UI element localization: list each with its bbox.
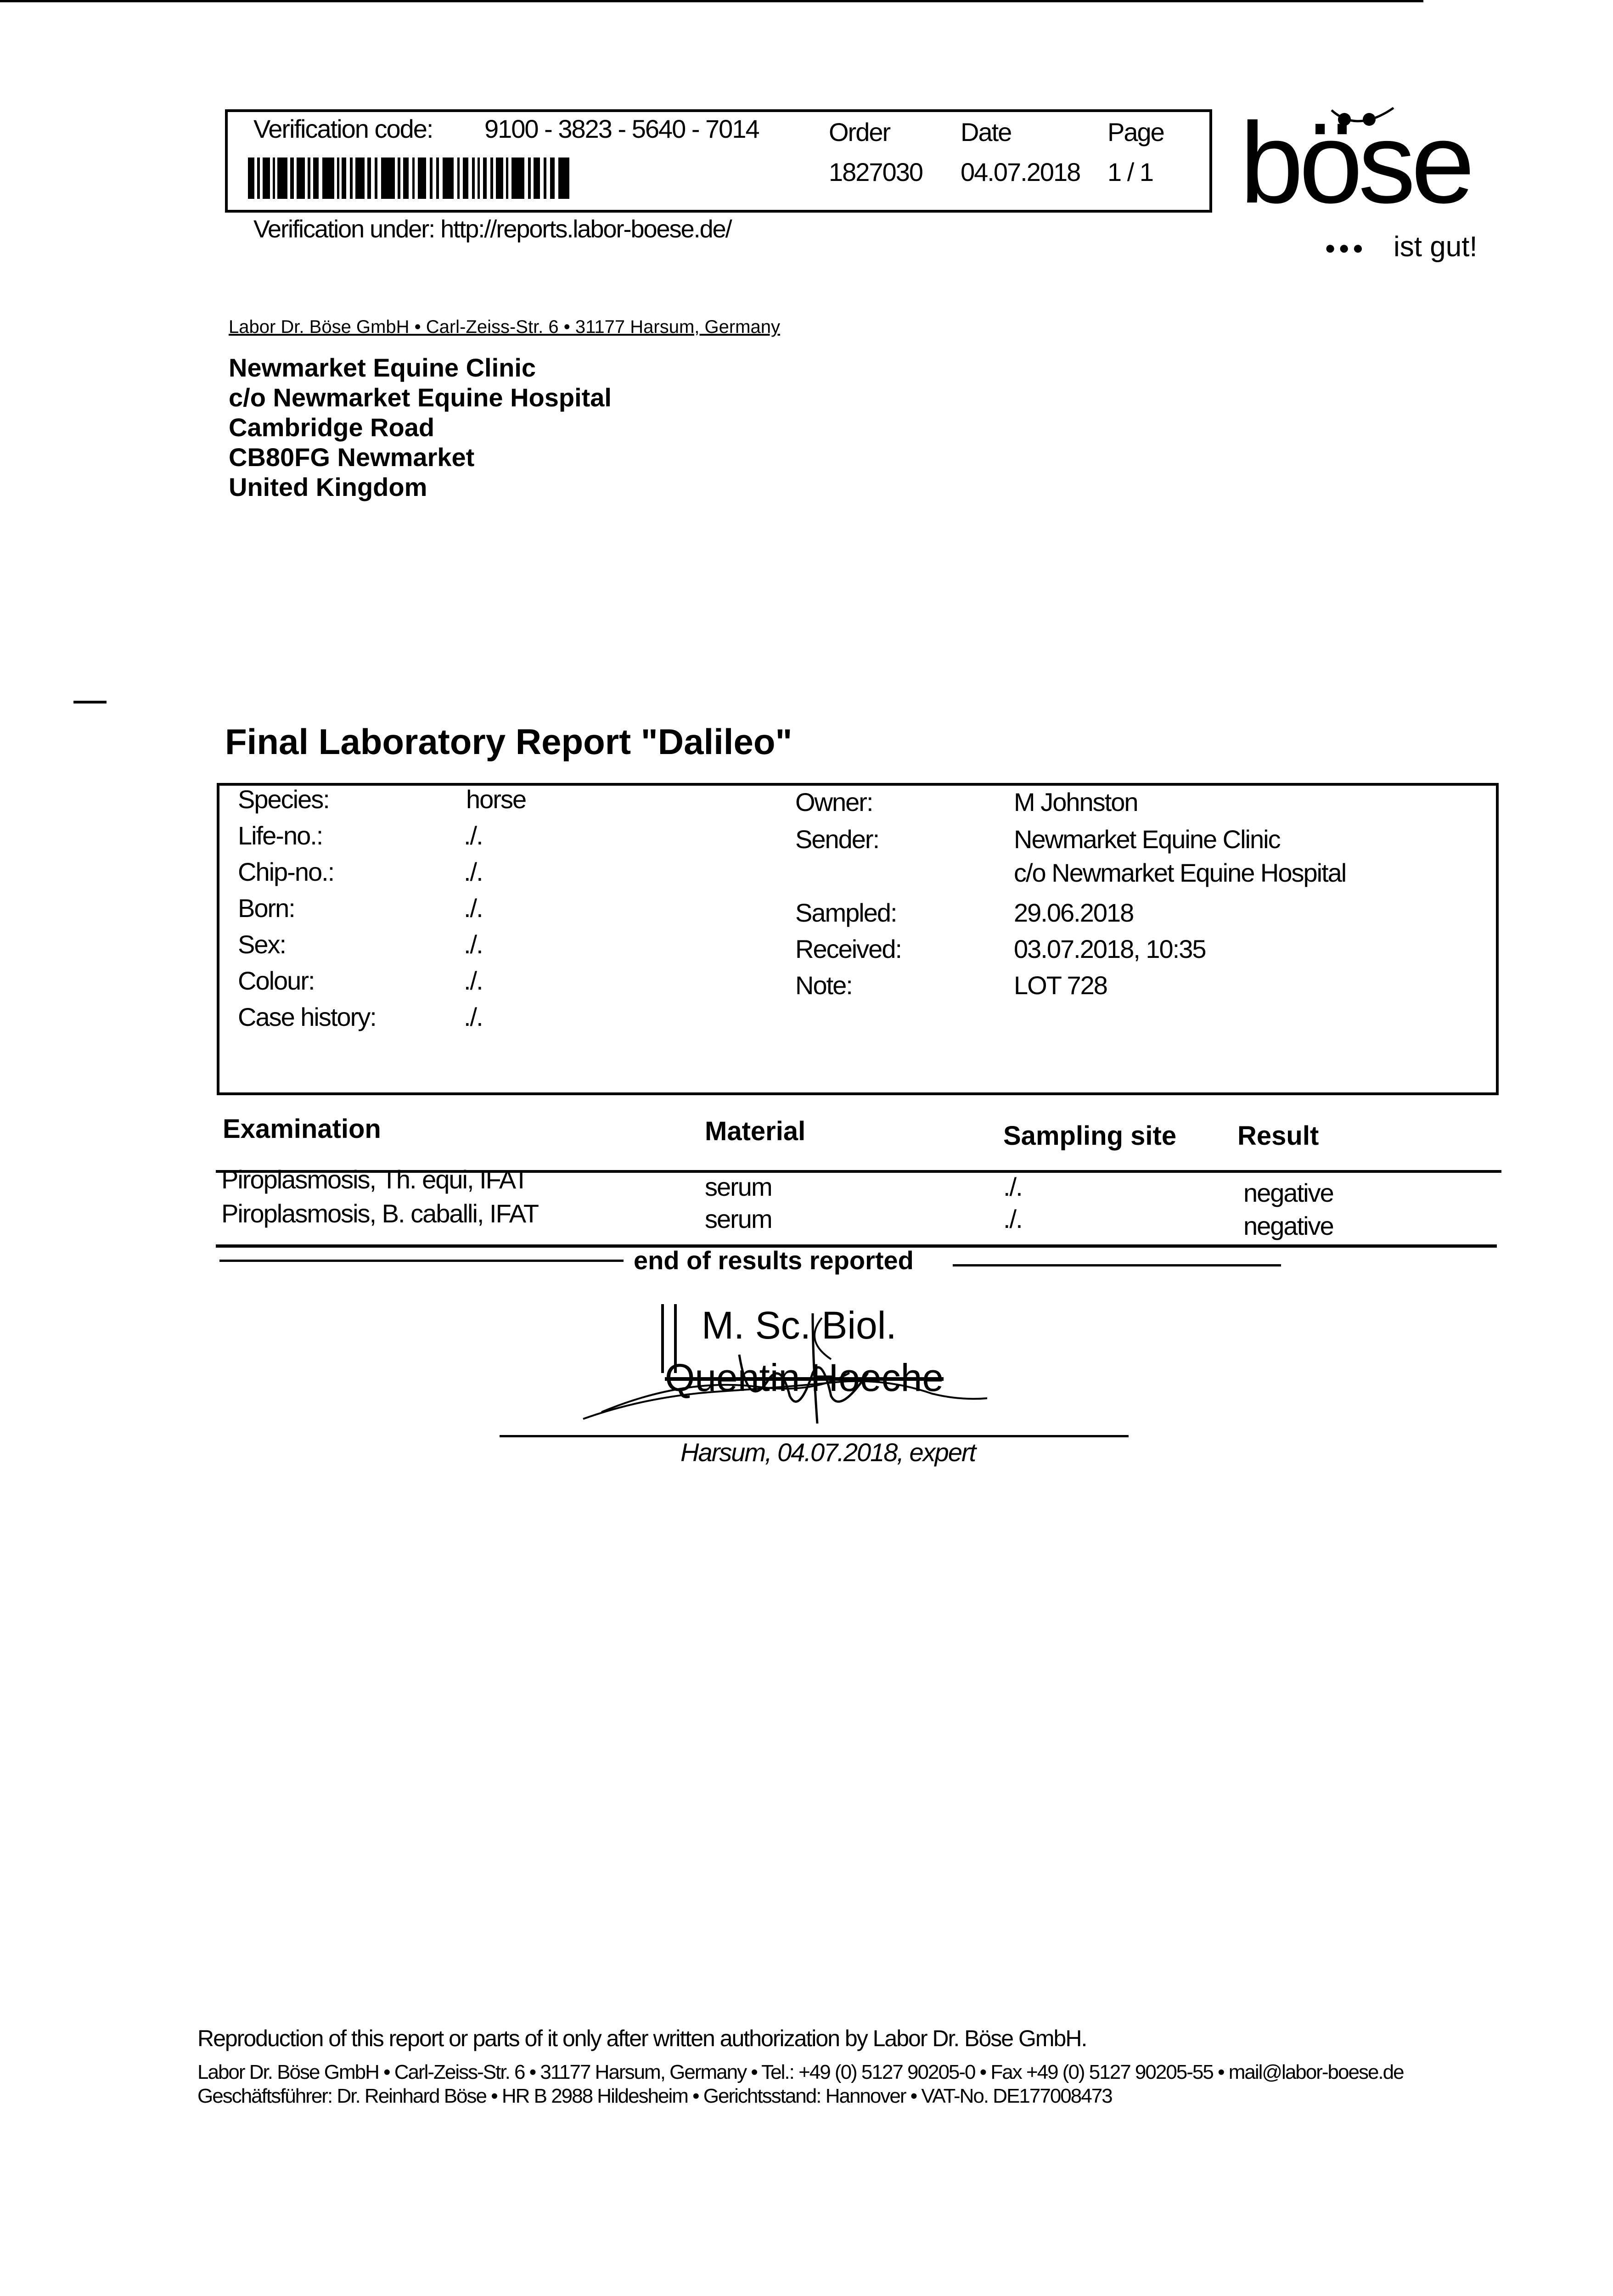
page-label: Page <box>1107 118 1164 146</box>
species-value: horse <box>466 785 526 814</box>
row-2-sampling-site: ./. <box>1003 1204 1022 1233</box>
row-1-examination: Piroplasmosis, Th. equi, IFAT <box>221 1165 528 1194</box>
verification-code: 9100 - 3823 - 5640 - 7014 <box>484 114 759 143</box>
signature-title: M. Sc. Biol. <box>702 1304 897 1347</box>
sender-value-line-2: c/o Newmarket Equine Hospital <box>1014 858 1346 887</box>
end-rule-right <box>953 1264 1281 1266</box>
casehistory-value: ./. <box>464 1002 483 1031</box>
footer-contact-line: Labor Dr. Böse GmbH • Carl-Zeiss-Str. 6 • 31177 Harsum, Germany • Tel.: +49 (0) 5127 90205-0 • Fax +49 (0) 5127 90205-55 • mail@labor-boese.de <box>197 2061 1404 2083</box>
chipno-value: ./. <box>464 857 483 886</box>
sender-value-line-1: Newmarket Equine Clinic <box>1014 825 1280 854</box>
logo-tagline: ist gut! <box>1394 231 1478 263</box>
signature-place-date: Harsum, 04.07.2018, expert <box>680 1438 976 1467</box>
boese-logo <box>1240 99 1497 271</box>
sampled-label: Sampled: <box>795 898 897 927</box>
end-of-results-text: end of results reported <box>634 1246 914 1275</box>
casehistory-label: Case history: <box>238 1002 376 1031</box>
received-value: 03.07.2018, 10:35 <box>1014 934 1206 963</box>
owner-label: Owner: <box>795 788 873 816</box>
sender-label: Sender: <box>795 825 879 854</box>
scan-edge-line <box>0 0 1423 2</box>
row-2-result: negative <box>1243 1211 1333 1240</box>
end-rule-left <box>219 1260 624 1262</box>
address-line-5: United Kingdom <box>229 473 427 501</box>
lifeno-label: Life-no.: <box>238 821 323 850</box>
signature-name: Quentin Hoeche <box>665 1356 944 1399</box>
species-label: Species: <box>238 785 329 814</box>
colour-label: Colour: <box>238 966 315 995</box>
note-label: Note: <box>795 971 852 1000</box>
signature-stamp <box>661 1304 992 1424</box>
sex-label: Sex: <box>238 930 286 959</box>
chipno-label: Chip-no.: <box>238 857 334 886</box>
row-1-result: negative <box>1243 1178 1333 1207</box>
col-header-result: Result <box>1237 1121 1319 1151</box>
sampled-value: 29.06.2018 <box>1014 898 1134 927</box>
col-header-material: Material <box>705 1116 806 1146</box>
received-label: Received: <box>795 934 902 963</box>
date-label: Date <box>961 118 1012 146</box>
logo-dots-icon: ●●● <box>1325 238 1366 258</box>
address-line-3: Cambridge Road <box>229 413 435 442</box>
born-value: ./. <box>464 894 483 923</box>
report-title: Final Laboratory Report "Dalileo" <box>225 721 792 762</box>
row-1-sampling-site: ./. <box>1003 1172 1022 1201</box>
row-2-material: serum <box>705 1204 772 1233</box>
verification-label: Verification code: <box>253 114 433 143</box>
sex-value: ./. <box>464 930 483 959</box>
order-value: 1827030 <box>829 158 923 186</box>
footer-reproduction-notice: Reproduction of this report or parts of it only after written authorization by Labor Dr. Böse GmbH. <box>197 2026 1087 2051</box>
note-value: LOT 728 <box>1014 971 1107 1000</box>
page-value: 1 / 1 <box>1107 158 1153 186</box>
fold-mark <box>73 701 107 703</box>
barcode <box>248 158 569 199</box>
row-2-examination: Piroplasmosis, B. caballi, IFAT <box>221 1199 539 1228</box>
row-1-material: serum <box>705 1172 772 1201</box>
sender-return-line: Labor Dr. Böse GmbH • Carl-Zeiss-Str. 6 • 31177 Harsum, Germany <box>229 317 780 337</box>
owner-value: M Johnston <box>1014 788 1138 816</box>
born-label: Born: <box>238 894 295 923</box>
colour-value: ./. <box>464 966 483 995</box>
handwritten-signature <box>574 1304 1015 1433</box>
logo-wordmark: böse <box>1240 99 1471 227</box>
address-line-1: Newmarket Equine Clinic <box>229 353 536 382</box>
order-label: Order <box>829 118 890 146</box>
col-header-examination: Examination <box>223 1114 381 1144</box>
footer-legal-line: Geschäftsführer: Dr. Reinhard Böse • HR B 2988 Hildesheim • Gerichtsstand: Hannover • VAT-No. DE177008473 <box>197 2085 1112 2107</box>
address-line-4: CB80FG Newmarket <box>229 443 475 472</box>
lifeno-value: ./. <box>464 821 483 850</box>
verification-url: Verification under: http://reports.labor-boese.de/ <box>253 215 731 243</box>
address-line-2: c/o Newmarket Equine Hospital <box>229 383 612 412</box>
col-header-sampling-site: Sampling site <box>1003 1121 1177 1151</box>
date-value: 04.07.2018 <box>961 158 1080 186</box>
